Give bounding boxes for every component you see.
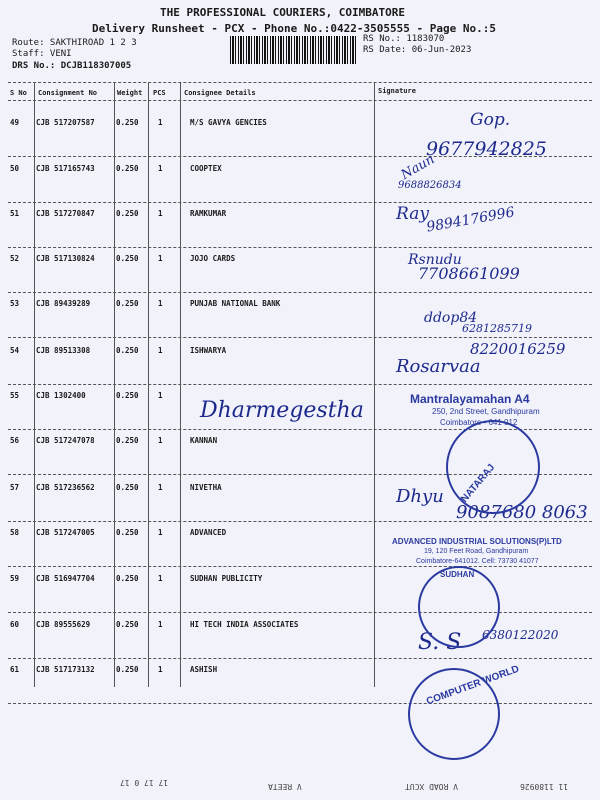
row-pcs: 1 [158, 528, 163, 537]
row-sno: 55 [10, 391, 20, 400]
row-consignee: PUNJAB NATIONAL BANK [190, 299, 281, 308]
row-pcs: 1 [158, 620, 163, 629]
row-consignment-no: CJB 517236562 [36, 483, 95, 492]
row-weight: 0.250 [116, 665, 139, 674]
row-sno: 53 [10, 299, 20, 308]
row-separator [8, 566, 592, 567]
company-title: THE PROFESSIONAL COURIERS, COIMBATORE [160, 6, 406, 19]
col-header-sno: S No [10, 89, 27, 97]
row-separator [8, 292, 592, 293]
staff-label: Staff: VENI [12, 49, 72, 59]
signature-57-name: Dhyu [396, 486, 444, 507]
stamp-advanced-address: 19, 120 Feet Road, Gandhipuram [424, 548, 529, 555]
row-weight: 0.250 [116, 299, 139, 308]
stamp-advanced-city: Coimbatore-641012. Cell: 73730 41077 [416, 558, 539, 565]
stamp-mantralayam-address: 250, 2nd Street, Gandhipuram [432, 407, 540, 416]
row-weight: 0.250 [116, 209, 139, 218]
row-consignment-no: CJB 517130824 [36, 254, 95, 263]
col-header-pcs: PCS [153, 89, 166, 97]
signature-49-phone: 9677942825 [426, 138, 547, 160]
row-weight: 0.250 [116, 391, 139, 400]
rs-date: RS Date: 06-Jun-2023 [363, 45, 472, 55]
rs-number: RS No.: 1183070 [363, 34, 445, 44]
row-pcs: 1 [158, 483, 163, 492]
row-sno: 61 [10, 665, 20, 674]
row-pcs: 1 [158, 391, 163, 400]
row-consignee: KANNAN [190, 436, 218, 445]
row-consignee: ISHWARYA [190, 346, 227, 355]
row-separator [8, 384, 592, 385]
route-label: Route: SAKTHIROAD 1 2 3 [12, 38, 137, 48]
stamp-advanced-title: ADVANCED INDUSTRIAL SOLUTIONS(P)LTD [392, 537, 562, 546]
row-consignee: M/S GAVYA GENCIES [190, 118, 267, 127]
signature-54-phone: 8220016259 [470, 340, 566, 358]
row-pcs: 1 [158, 665, 163, 674]
row-consignment-no: CJB 517247078 [36, 436, 95, 445]
row-pcs: 1 [158, 299, 163, 308]
signature-60-phone: 6380122020 [482, 628, 559, 642]
row-weight: 0.250 [116, 436, 139, 445]
row-consignment-no: CJB 517207587 [36, 118, 95, 127]
stamp-nataraj-text: NATARAJ [459, 462, 498, 505]
runsheet-title: Delivery Runsheet - PCX - Phone No.:0422-3505555 - Page No.:5 [92, 22, 496, 35]
row-sno: 49 [10, 118, 20, 127]
row-consignee: NIVETHA [190, 483, 222, 492]
stamp-computer-text: COMPUTER WORLD [425, 663, 521, 708]
col-header-weight: Weight [117, 89, 143, 97]
row-pcs: 1 [158, 164, 163, 173]
col-header-consignee: Consignee Details [184, 89, 256, 97]
row-separator [8, 612, 592, 613]
row-weight: 0.250 [116, 118, 139, 127]
row-sno: 52 [10, 254, 20, 263]
footer-staff: V REETA [268, 782, 302, 791]
row-consignee: ADVANCED [190, 528, 227, 537]
row-weight: 0.250 [116, 574, 139, 583]
footer-rs-number: 11 1180926 [520, 782, 569, 791]
row-sno: 60 [10, 620, 20, 629]
row-consignment-no: CJB 517270847 [36, 209, 95, 218]
col-header-signature: Signature [378, 87, 416, 95]
signature-50-name: Naun [398, 152, 438, 183]
signature-53-phone: 6281285719 [462, 322, 532, 335]
row-separator [8, 337, 592, 338]
row-sno: 51 [10, 209, 20, 218]
col-header-consignment: Consignment No [38, 89, 98, 97]
header-rule-top [8, 82, 592, 83]
row-weight: 0.250 [116, 254, 139, 263]
row-pcs: 1 [158, 346, 163, 355]
footer-route: V ROAD XCUT [405, 782, 458, 791]
stamp-mantralayam-city: Coimbatore - 641 012 [440, 418, 518, 427]
stamp-sudhan-text: SUDHAN [440, 570, 475, 579]
header-rule-bottom [8, 100, 592, 101]
row-consignee: JOJO CARDS [190, 254, 236, 263]
footer-counts: 17 17 0 17 [120, 778, 169, 787]
row-consignment-no: CJB 1302400 [36, 391, 86, 400]
drs-number: DRS No.: DCJB118307005 [12, 61, 132, 71]
row-separator [8, 703, 592, 704]
row-pcs: 1 [158, 118, 163, 127]
signature-51-name: Ray [396, 204, 429, 224]
row-separator [8, 202, 592, 203]
row-pcs: 1 [158, 436, 163, 445]
barcode [230, 36, 358, 64]
row-consignment-no: CJB 89555629 [36, 620, 91, 629]
row-separator [8, 247, 592, 248]
signature-52-name: Rsnudu [408, 252, 462, 268]
signature-57-phone: 9087680 8063 [456, 502, 588, 523]
row-pcs: 1 [158, 254, 163, 263]
row-consignment-no: CJB 516947704 [36, 574, 95, 583]
row-sno: 58 [10, 528, 20, 537]
row-pcs: 1 [158, 574, 163, 583]
row-consignment-no: CJB 89513308 [36, 346, 91, 355]
signature-60-name: S. S [418, 630, 462, 655]
row-pcs: 1 [158, 209, 163, 218]
row-sno: 57 [10, 483, 20, 492]
row-consignment-no: CJB 517165743 [36, 164, 95, 173]
row-consignment-no: CJB 517247005 [36, 528, 95, 537]
signature-49-name: Gop. [470, 110, 511, 130]
row-weight: 0.250 [116, 620, 139, 629]
row-sno: 59 [10, 574, 20, 583]
stamp-mantralayam-title: Mantralayamahan A4 [410, 392, 530, 406]
row-weight: 0.250 [116, 528, 139, 537]
row-sno: 56 [10, 436, 20, 445]
signature-50-phone: 9688826834 [398, 180, 462, 191]
row-consignee: SUDHAN PUBLICITY [190, 574, 263, 583]
signature-52-phone: 7708661099 [418, 264, 520, 283]
row-consignment-no: CJB 89439289 [36, 299, 91, 308]
row-consignee: HI TECH INDIA ASSOCIATES [190, 620, 299, 629]
row-weight: 0.250 [116, 483, 139, 492]
signature-53-name: ddop84 [424, 310, 478, 326]
row-consignee: COOPTEX [190, 164, 222, 173]
signature-55-name: Dharmegestha [200, 398, 364, 423]
row-consignee: ASHISH [190, 665, 218, 674]
signature-54-name: Rosarvaa [396, 356, 481, 377]
row-consignee: RAMKUMAR [190, 209, 227, 218]
row-weight: 0.250 [116, 164, 139, 173]
row-sno: 54 [10, 346, 20, 355]
row-sno: 50 [10, 164, 20, 173]
signature-51-phone: 9894176996 [425, 204, 516, 236]
row-weight: 0.250 [116, 346, 139, 355]
row-separator [8, 658, 592, 659]
row-consignment-no: CJB 517173132 [36, 665, 95, 674]
